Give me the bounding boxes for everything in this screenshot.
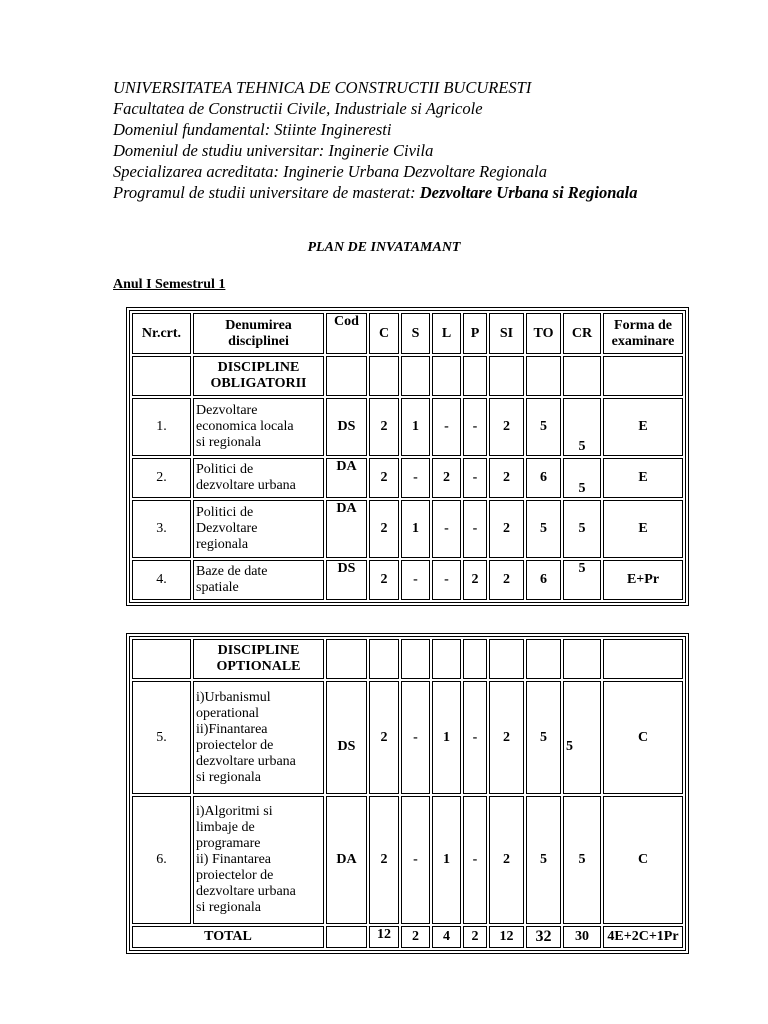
header-cod: Cod	[326, 313, 367, 354]
row-nr: 4.	[132, 560, 191, 600]
header-denumirea-line2: disciplinei	[228, 333, 289, 349]
university-name: UNIVERSITATEA TEHNICA DE CONSTRUCTII BUCURESTI	[113, 78, 532, 97]
table-row	[132, 681, 683, 794]
course-si: 2	[489, 560, 524, 600]
header-forma-line1: Forma de	[614, 317, 672, 333]
course-cod: DA	[326, 458, 367, 498]
course-name-line: Dezvoltare	[196, 521, 258, 536]
study-domain: Domeniul de studiu universitar: Inginerie Civila	[113, 141, 434, 160]
course-to: 5	[526, 796, 561, 924]
course-cod: DA	[326, 796, 367, 924]
section-heading-line2: OBLIGATORII	[210, 376, 307, 391]
course-name-line: dezvoltare urbana	[196, 478, 296, 493]
course-l: 1	[432, 681, 461, 794]
header-si: SI	[489, 313, 524, 354]
course-forma: E	[603, 500, 683, 558]
course-name-line: economica locala	[196, 419, 294, 434]
course-si: 2	[489, 398, 524, 456]
document-header	[113, 77, 637, 203]
course-to: 6	[526, 560, 561, 600]
course-cr: 5	[563, 458, 601, 498]
table-row	[132, 796, 683, 924]
course-s: 1	[401, 398, 430, 456]
course-forma: C	[603, 681, 683, 794]
course-name-line: dezvoltare urbana	[196, 884, 296, 899]
course-s: -	[401, 458, 430, 498]
course-l: 2	[432, 458, 461, 498]
course-name-line: i)Algoritmi si	[196, 804, 273, 819]
section-heading-optionale	[193, 639, 324, 679]
table-row	[132, 458, 683, 498]
total-row	[132, 926, 683, 948]
course-forma: C	[603, 796, 683, 924]
course-name-line: proiectelor de	[196, 737, 274, 753]
course-to: 5	[526, 500, 561, 558]
total-c: 12	[369, 926, 399, 948]
total-l: 4	[432, 926, 461, 948]
course-p: -	[463, 681, 487, 794]
header-denumirea	[193, 313, 324, 354]
total-p: 2	[463, 926, 487, 948]
course-name-line: si regionala	[196, 769, 261, 785]
course-cr: 5	[563, 796, 601, 924]
faculty-name: Facultatea de Constructii Civile, Industriale si Agricole	[113, 99, 483, 118]
course-s: -	[401, 560, 430, 600]
course-p: 2	[463, 560, 487, 600]
header-p: P	[463, 313, 487, 354]
course-cr: 5	[563, 560, 601, 600]
course-s: -	[401, 681, 430, 794]
total-to: 32	[526, 926, 561, 948]
master-program-name: Dezvoltare Urbana si Regionala	[419, 183, 638, 202]
course-c: 2	[369, 398, 399, 456]
total-label: TOTAL	[132, 926, 324, 948]
course-c: 2	[369, 560, 399, 600]
optional-courses-table	[129, 636, 686, 951]
header-forma-line2: examinare	[611, 333, 675, 349]
header-cr: CR	[563, 313, 601, 354]
course-to: 5	[526, 681, 561, 794]
table-row	[132, 560, 683, 600]
course-name-line: operational	[196, 705, 259, 721]
course-name	[193, 560, 324, 600]
course-l: -	[432, 398, 461, 456]
course-cr: 5	[563, 681, 601, 794]
course-p: -	[463, 458, 487, 498]
course-cr: 5	[563, 398, 601, 456]
table-row	[132, 398, 683, 456]
header-s: S	[401, 313, 430, 354]
course-cod: DS	[326, 681, 367, 794]
row-nr: 5.	[132, 681, 191, 794]
course-to: 5	[526, 398, 561, 456]
course-name	[193, 458, 324, 498]
course-name-line: ii)Finantarea	[196, 721, 268, 737]
course-si: 2	[489, 458, 524, 498]
course-l: -	[432, 500, 461, 558]
section-heading-line1: DISCIPLINE	[217, 643, 300, 658]
course-s: -	[401, 796, 430, 924]
row-nr: 3.	[132, 500, 191, 558]
course-p: -	[463, 796, 487, 924]
course-name-line: ii) Finantarea	[196, 852, 272, 867]
course-name	[193, 681, 324, 794]
section-heading-line2: OPTIONALE	[216, 659, 301, 674]
row-nr: 6.	[132, 796, 191, 924]
course-forma: E+Pr	[603, 560, 683, 600]
row-nr: 2.	[132, 458, 191, 498]
plan-title: PLAN DE INVATAMANT	[307, 240, 461, 255]
course-name-line: Baze de date	[196, 564, 268, 579]
section-heading-obligatorii	[193, 356, 324, 396]
course-name-line: i)Urbanismul	[196, 689, 271, 705]
course-name-line: dezvoltare urbana	[196, 753, 296, 769]
course-forma: E	[603, 398, 683, 456]
section-heading-row	[132, 639, 683, 679]
row-nr: 1.	[132, 398, 191, 456]
total-si: 12	[489, 926, 524, 948]
course-c: 2	[369, 458, 399, 498]
master-program	[113, 182, 637, 203]
course-si: 2	[489, 681, 524, 794]
course-name-line: proiectelor de	[196, 868, 274, 883]
course-name	[193, 796, 324, 924]
course-to: 6	[526, 458, 561, 498]
course-name-line: Politici de	[196, 462, 254, 477]
course-name-line: si regionala	[196, 435, 261, 450]
header-nr: Nr.crt.	[132, 313, 191, 354]
section-heading-line1: DISCIPLINE	[217, 360, 300, 375]
course-name	[193, 500, 324, 558]
total-cr: 30	[563, 926, 601, 948]
table-row	[132, 500, 683, 558]
course-name-line: limbaje de	[196, 820, 255, 835]
course-c: 2	[369, 681, 399, 794]
year-semester-heading: Anul I Semestrul 1	[113, 277, 226, 292]
course-name-line: Politici de	[196, 505, 254, 520]
course-p: -	[463, 398, 487, 456]
course-name-line: programare	[196, 836, 261, 851]
course-name-line: si regionala	[196, 900, 261, 915]
course-l: 1	[432, 796, 461, 924]
table-header-row	[132, 313, 683, 354]
course-cod: DS	[326, 560, 367, 600]
course-forma: E	[603, 458, 683, 498]
course-cod: DA	[326, 500, 367, 558]
course-cr: 5	[563, 500, 601, 558]
course-c: 2	[369, 500, 399, 558]
mandatory-courses-table	[129, 310, 686, 603]
course-c: 2	[369, 796, 399, 924]
section-heading-row	[132, 356, 683, 396]
course-cod: DS	[326, 398, 367, 456]
course-s: 1	[401, 500, 430, 558]
header-denumirea-line1: Denumirea	[225, 317, 292, 333]
specialization: Specializarea acreditata: Inginerie Urbana Dezvoltare Regionala	[113, 162, 547, 181]
course-name-line: spatiale	[196, 580, 239, 595]
course-name-line: Dezvoltare	[196, 403, 258, 418]
course-name	[193, 398, 324, 456]
course-l: -	[432, 560, 461, 600]
course-si: 2	[489, 500, 524, 558]
course-si: 2	[489, 796, 524, 924]
master-program-prefix: Programul de studii universitare de masterat:	[113, 183, 420, 202]
header-forma	[603, 313, 683, 354]
total-forma: 4E+2C+1Pr	[603, 926, 683, 948]
total-s: 2	[401, 926, 430, 948]
course-p: -	[463, 500, 487, 558]
fundamental-domain: Domeniul fundamental: Stiinte Ingineresti	[113, 120, 392, 139]
course-name-line: regionala	[196, 537, 249, 552]
header-l: L	[432, 313, 461, 354]
header-to: TO	[526, 313, 561, 354]
header-c: C	[369, 313, 399, 354]
